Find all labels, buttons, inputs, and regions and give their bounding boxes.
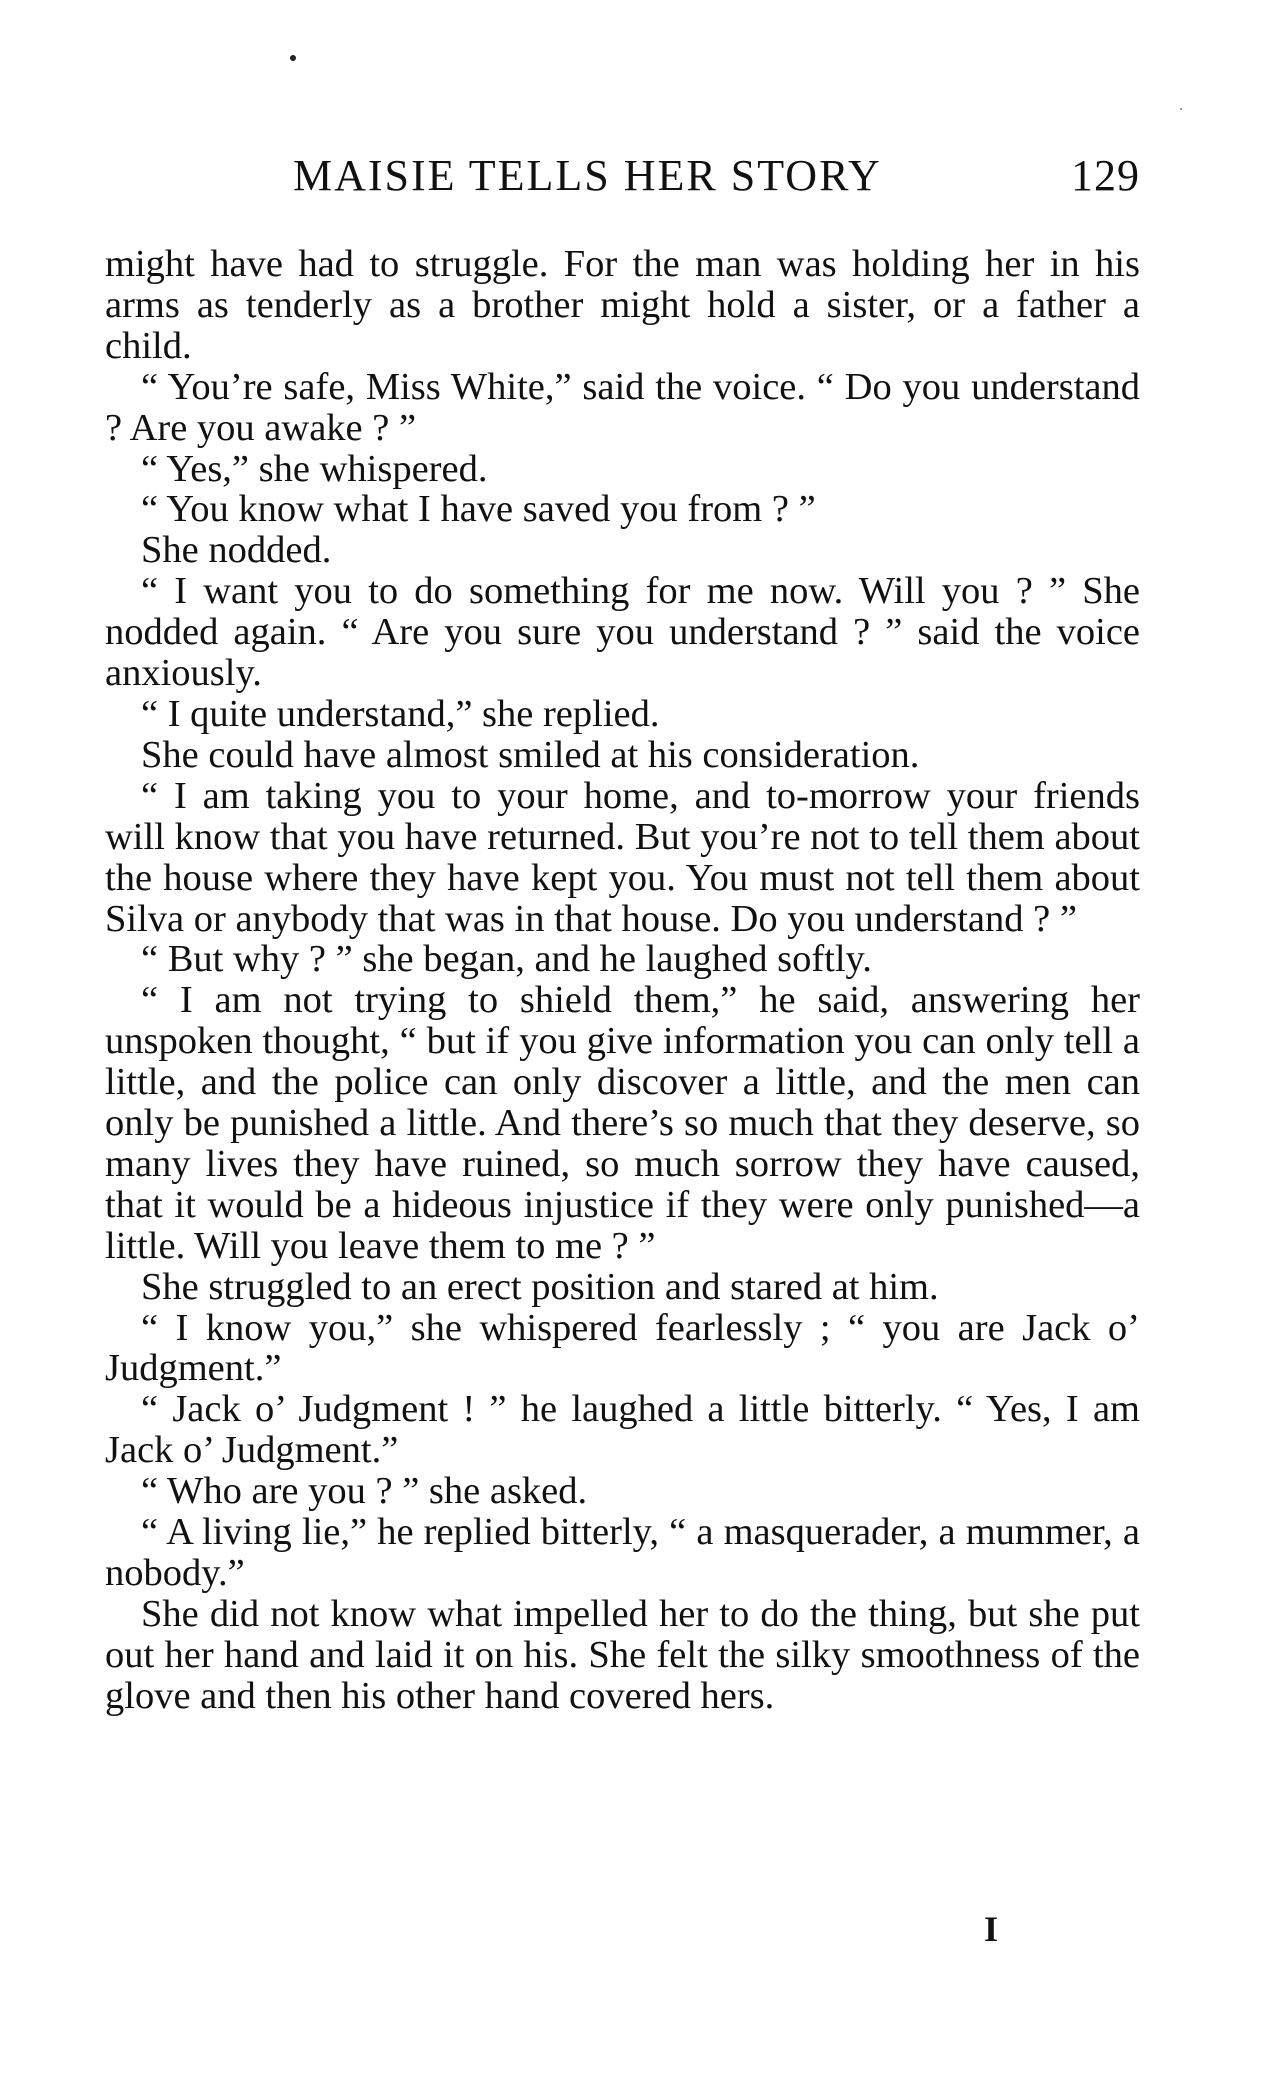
- page-header: [105, 150, 1140, 210]
- paragraph: She did not know what impelled her to do the thing, but she put out her hand and laid it on his. She felt the silky smoothness of the glove and then his other hand covered hers.: [105, 1592, 1140, 1717]
- paragraph: “ Yes,” she whispered.: [141, 447, 488, 490]
- paragraph: “ I am not trying to shield them,” he said, answering her unspoken thought, “ but if you give information you can only tell a little, and the police can only discover a little, and the men can only be punished a little. And there’s so much that they deserve, so many lives they have ruined, so much sorrow they have caused, that it would be a hideous injustice if they were only punished—a little. Will you leave them to me ? ”: [105, 979, 1140, 1267]
- page-number: 129: [1071, 151, 1140, 200]
- paragraph: She could have almost smiled at his consideration.: [141, 733, 920, 776]
- body-text: [105, 244, 1140, 1717]
- paragraph: “ I quite understand,” she replied.: [141, 692, 660, 735]
- paragraph: She struggled to an erect position and stared at him.: [141, 1265, 939, 1308]
- paragraph: “ I am taking you to your home, and to-morrow your friends will know that you have returned. But you’re not to tell them about the house where they have kept you. You must not tell them about Silva or anybody that was in that house. Do you understand ? ”: [105, 774, 1140, 940]
- paragraph: “ A living lie,” he replied bitterly, “ a masquerader, a mummer, a nobody.”: [105, 1511, 1140, 1594]
- paragraph: “ I want you to do something for me now. Will you ? ” She nodded again. “ Are you sure you understand ? ” said the voice anxiously.: [105, 570, 1140, 695]
- running-title: MAISIE TELLS HER STORY: [293, 151, 882, 200]
- paragraph: She nodded.: [141, 529, 332, 572]
- paragraph: “ I know you,” she whispered fearlessly ; “ you are Jack o’ Judgment.”: [105, 1306, 1140, 1390]
- paragraph: “ You know what I have saved you from ? ”: [141, 488, 816, 531]
- paragraph: “ Who are you ? ” she asked.: [141, 1470, 588, 1513]
- paragraph: “ Jack o’ Judgment ! ” he laughed a little bitterly. “ Yes, I am Jack o’ Judgment.”: [105, 1388, 1140, 1472]
- paragraph: “ But why ? ” she began, and he laughed softly.: [141, 938, 872, 981]
- paragraph: “ You’re safe, Miss White,” said the voice. “ Do you understand ? Are you awake ? ”: [105, 365, 1140, 449]
- paper-speck: [1180, 108, 1182, 110]
- ink-speck: [290, 55, 296, 61]
- paragraph: might have had to struggle. For the man was holding her in his arms as tenderly as a brother might hold a sister, or a father a child.: [105, 243, 1140, 367]
- signature-mark: I: [984, 1909, 999, 1949]
